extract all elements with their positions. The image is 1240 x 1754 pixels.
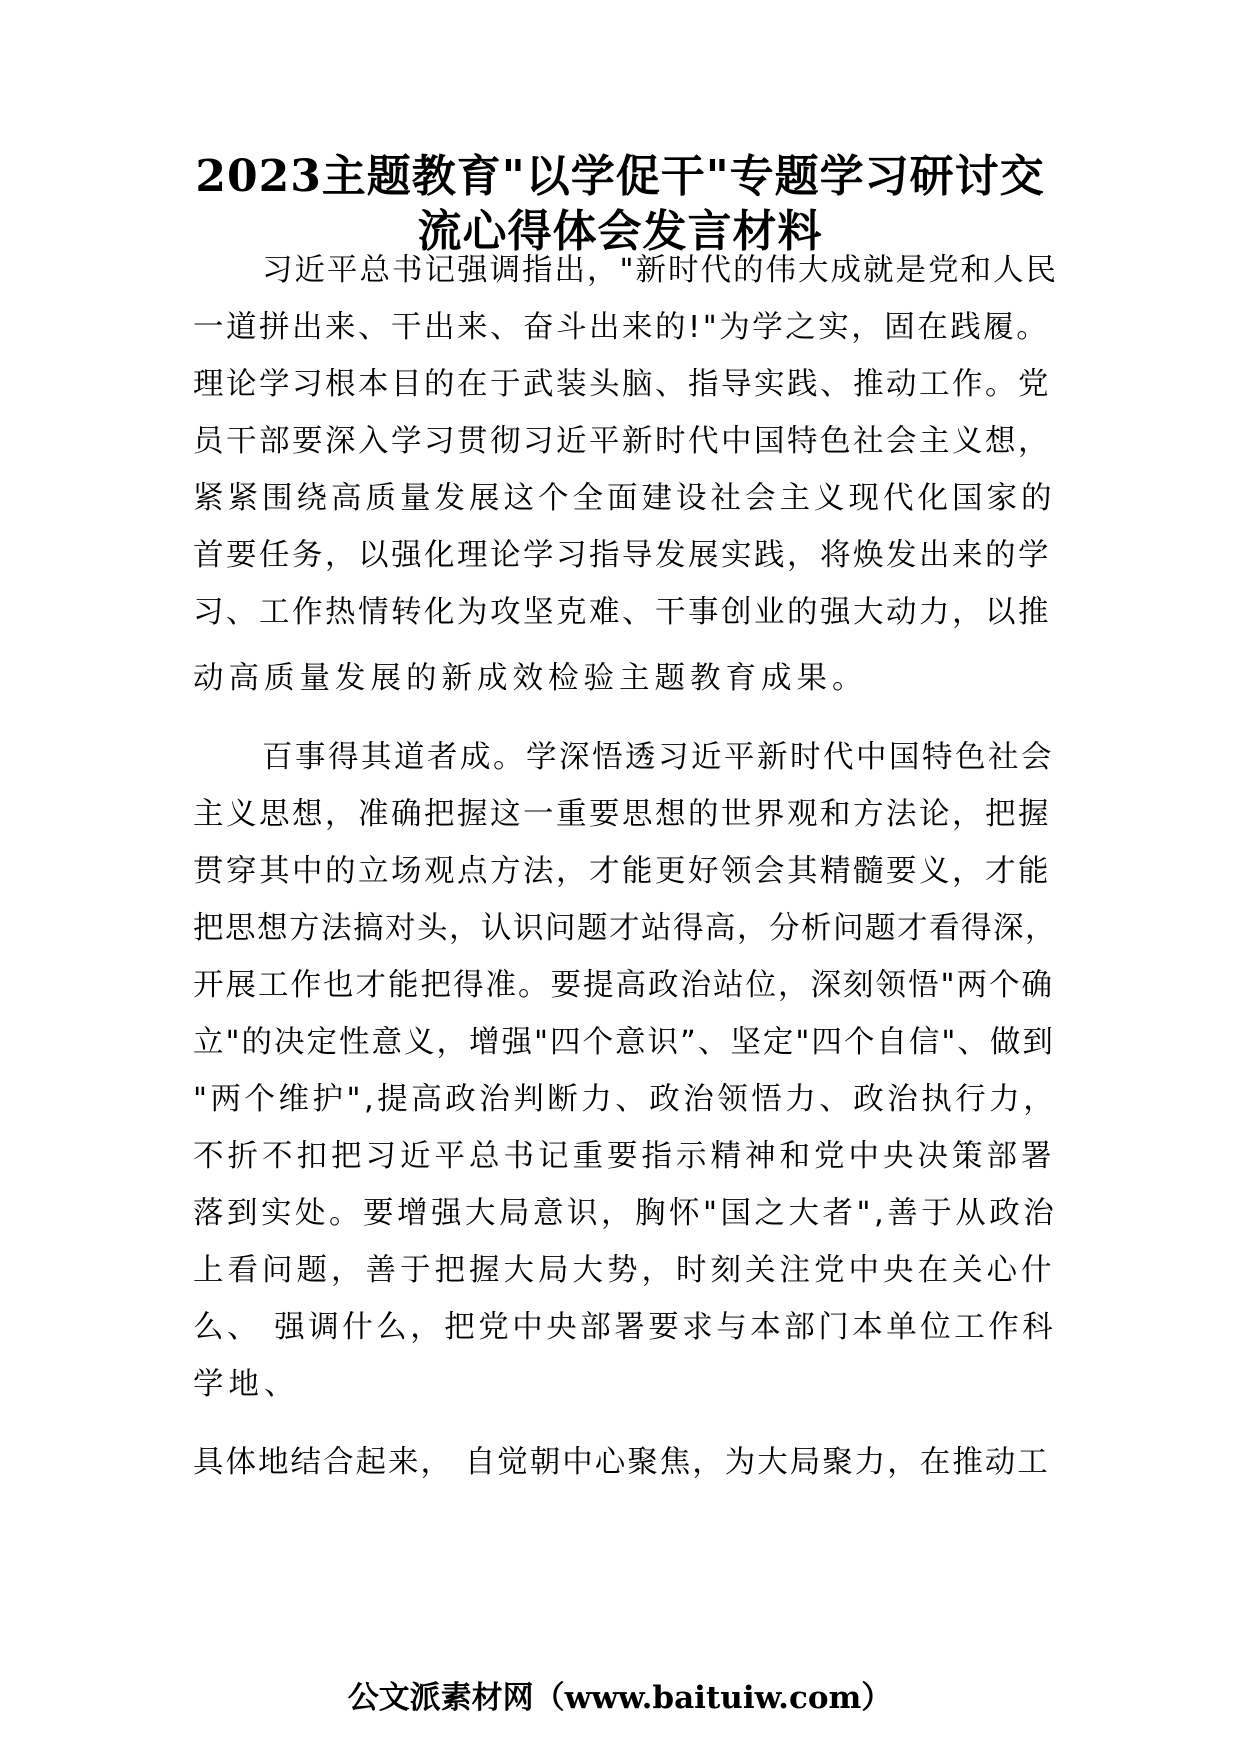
body-line: 员干部要深入学习贯彻习近平新时代中国特色社会主义想， <box>193 424 1051 459</box>
body-line: "两个维护",提高政治判断力、政治领悟力、政治执行力， <box>193 1082 1058 1117</box>
body-line: 上看问题，善于把握大局大势，时刻关注党中央在关心什 <box>193 1253 1056 1288</box>
document-title-line-1: 2023主题教育"以学促干"专题学习研讨交 <box>195 151 1045 202</box>
body-line: 首要任务，以强化理论学习指导发展实践，将焕发出来的学 <box>193 538 1051 573</box>
body-line: 立"的决定性意义，增强"四个意识”、坚定"四个自信"、做到 <box>193 1025 1055 1060</box>
body-line: 紧紧围绕高质量发展这个全面建设社会主义现代化国家的 <box>193 481 1056 516</box>
body-line: 习、工作热情转化为攻坚克难、干事创业的强大动力，以推 <box>193 595 1051 630</box>
body-line: 么、 强调什么，把党中央部署要求与本部门本单位工作科 <box>193 1310 1057 1345</box>
document-title-line-2: 流心得体会发言材料 <box>417 206 823 257</box>
body-line: 百事得其道者成。学深悟透习近平新时代中国特色社会 <box>262 740 1054 775</box>
body-line: 学地、 <box>193 1367 300 1402</box>
footer-source: 公文派素材网（www.baituiw.com） <box>347 1680 893 1716</box>
body-line: 一道拼出来、干出来、奋斗出来的!"为学之实，固在践履。 <box>193 310 1050 345</box>
body-line: 动高质量发展的新成效检验主题教育成果。 <box>193 661 868 696</box>
body-line: 把思想方法搞对头，认识问题才站得高，分析问题才看得深， <box>193 911 1057 946</box>
body-line: 主义思想，准确把握这一重要思想的世界观和方法论，把握 <box>193 797 1051 832</box>
body-line: 开展工作也才能把得准。要提高政治站位，深刻领悟"两个确 <box>193 968 1055 1003</box>
body-line: 具体地结合起来， 自觉朝中心聚焦，为大局聚力，在推动工 <box>193 1445 1050 1480</box>
body-line: 理论学习根本目的在于武装头脑、指导实践、推动工作。党 <box>193 367 1051 402</box>
body-line: 不折不扣把习近平总书记重要指示精神和党中央决策部署 <box>193 1139 1056 1174</box>
body-line: 落到实处。要增强大局意识，胸怀"国之大者",善于从政治 <box>193 1196 1058 1231</box>
body-line: 习近平总书记强调指出，"新时代的伟大成就是党和人民 <box>262 253 1059 288</box>
body-line: 贯穿其中的立场观点方法，才能更好领会其精髓要义，才能 <box>193 854 1051 889</box>
